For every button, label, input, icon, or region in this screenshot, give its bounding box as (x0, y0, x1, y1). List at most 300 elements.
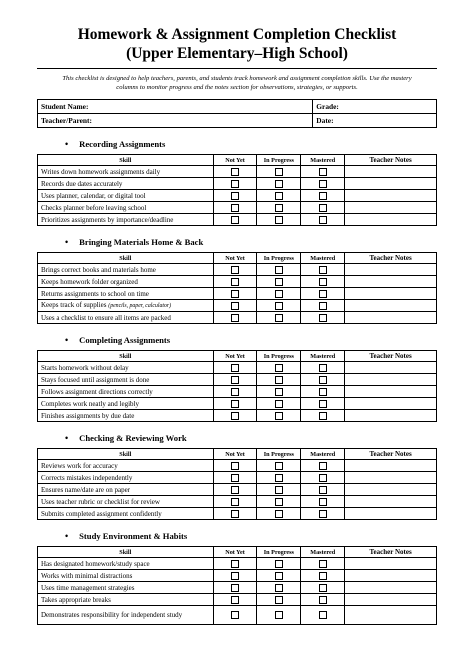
teacher-parent-field[interactable]: Teacher/Parent: (38, 114, 313, 128)
in-progress-cell (257, 484, 301, 496)
teacher-notes-cell[interactable] (345, 606, 437, 625)
teacher-notes-cell[interactable] (345, 264, 437, 276)
column-header-skill: Skill (38, 155, 214, 166)
mastered-checkbox[interactable] (319, 572, 327, 580)
column-header-skill: Skill (38, 547, 214, 558)
skill-row (38, 300, 437, 312)
checklist-table (37, 546, 437, 625)
mastered-cell (301, 362, 345, 374)
in-progress-checkbox[interactable] (275, 400, 283, 408)
mastered-cell (301, 190, 345, 202)
mastered-cell (301, 484, 345, 496)
bullet-icon: • (65, 530, 69, 541)
skill-row (38, 214, 437, 226)
not-yet-cell (213, 570, 257, 582)
not-yet-checkbox[interactable] (231, 611, 239, 619)
in-progress-checkbox[interactable] (275, 180, 283, 188)
mastered-cell (301, 312, 345, 324)
not-yet-checkbox[interactable] (231, 388, 239, 396)
skill-row (38, 386, 437, 398)
teacher-notes-cell[interactable] (345, 214, 437, 226)
in-progress-checkbox[interactable] (275, 611, 283, 619)
not-yet-cell (213, 300, 257, 312)
mastered-cell (301, 558, 345, 570)
in-progress-cell (257, 398, 301, 410)
skill-row (38, 582, 437, 594)
skill-row (38, 166, 437, 178)
in-progress-cell (257, 386, 301, 398)
mastered-checkbox[interactable] (319, 204, 327, 212)
mastered-cell (301, 472, 345, 484)
mastered-checkbox[interactable] (319, 596, 327, 604)
mastered-cell (301, 398, 345, 410)
skill-cell (38, 570, 214, 582)
skill-cell (38, 582, 214, 594)
not-yet-checkbox[interactable] (231, 302, 239, 310)
column-header-not-yet: Not Yet (213, 449, 257, 460)
column-header-skill: Skill (38, 253, 214, 264)
column-header-notes: Teacher Notes (345, 547, 437, 558)
column-header-notes: Teacher Notes (345, 449, 437, 460)
section-heading (65, 530, 437, 541)
teacher-notes-cell[interactable] (345, 398, 437, 410)
section-heading (65, 432, 437, 443)
not-yet-checkbox[interactable] (231, 560, 239, 568)
skill-cell (38, 288, 214, 300)
mastered-checkbox[interactable] (319, 611, 327, 619)
teacher-notes-cell[interactable] (345, 300, 437, 312)
mastered-cell (301, 166, 345, 178)
section-title: Completing Assignments (79, 334, 171, 345)
skill-row (38, 594, 437, 606)
info-table (37, 99, 437, 128)
mastered-checkbox[interactable] (319, 278, 327, 286)
in-progress-checkbox[interactable] (275, 498, 283, 506)
skill-cell (38, 276, 214, 288)
skill-row (38, 276, 437, 288)
skill-text: Has designated homework/study space (41, 559, 150, 568)
not-yet-checkbox[interactable] (231, 266, 239, 274)
column-header-in-progress: In Progress (257, 155, 301, 166)
skill-row (38, 484, 437, 496)
teacher-notes-cell[interactable] (345, 166, 437, 178)
mastered-checkbox[interactable] (319, 180, 327, 188)
mastered-cell (301, 582, 345, 594)
not-yet-checkbox[interactable] (231, 412, 239, 420)
column-header-notes: Teacher Notes (345, 253, 437, 264)
checklist-table (37, 448, 437, 520)
in-progress-cell (257, 594, 301, 606)
mastered-cell (301, 214, 345, 226)
teacher-notes-cell[interactable] (345, 558, 437, 570)
skill-text: Uses time management strategies (41, 583, 135, 592)
skill-text: Prioritizes assignments by importance/deadline (41, 215, 174, 224)
not-yet-cell (213, 202, 257, 214)
skill-cell (38, 398, 214, 410)
column-header-in-progress: In Progress (257, 547, 301, 558)
table-header-row (38, 547, 437, 558)
grade-field[interactable]: Grade: (313, 100, 437, 114)
in-progress-checkbox[interactable] (275, 204, 283, 212)
teacher-notes-cell[interactable] (345, 178, 437, 190)
teacher-notes-cell[interactable] (345, 594, 437, 606)
mastered-checkbox[interactable] (319, 168, 327, 176)
in-progress-checkbox[interactable] (275, 192, 283, 200)
not-yet-cell (213, 582, 257, 594)
section-heading (65, 236, 437, 247)
in-progress-cell (257, 606, 301, 625)
section-title: Recording Assignments (79, 138, 166, 149)
teacher-notes-cell[interactable] (345, 276, 437, 288)
teacher-notes-cell[interactable] (345, 496, 437, 508)
not-yet-checkbox[interactable] (231, 510, 239, 518)
title-line-1: Homework & Assignment Completion Checklist (77, 26, 397, 43)
skill-text: Uses teacher rubric or checklist for review (41, 497, 160, 506)
mastered-cell (301, 288, 345, 300)
mastered-checkbox[interactable] (319, 266, 327, 274)
skill-cell (38, 508, 214, 520)
column-header-mastered: Mastered (301, 253, 345, 264)
column-header-skill: Skill (38, 351, 214, 362)
not-yet-cell (213, 190, 257, 202)
not-yet-cell (213, 178, 257, 190)
mastered-checkbox[interactable] (319, 192, 327, 200)
not-yet-cell (213, 362, 257, 374)
mastered-checkbox[interactable] (319, 216, 327, 224)
mastered-checkbox[interactable] (319, 486, 327, 494)
skill-row (38, 190, 437, 202)
not-yet-cell (213, 558, 257, 570)
teacher-notes-cell[interactable] (345, 484, 437, 496)
not-yet-checkbox[interactable] (231, 474, 239, 482)
column-header-mastered: Mastered (301, 155, 345, 166)
not-yet-cell (213, 276, 257, 288)
in-progress-checkbox[interactable] (275, 376, 283, 384)
mastered-cell (301, 606, 345, 625)
skill-cell (38, 460, 214, 472)
mastered-checkbox[interactable] (319, 388, 327, 396)
skill-text: Brings correct books and materials home (41, 265, 156, 274)
teacher-notes-cell[interactable] (345, 570, 437, 582)
not-yet-checkbox[interactable] (231, 216, 239, 224)
not-yet-cell (213, 460, 257, 472)
not-yet-checkbox[interactable] (231, 278, 239, 286)
skill-text: Keeps homework folder organized (41, 277, 138, 286)
not-yet-cell (213, 508, 257, 520)
not-yet-checkbox[interactable] (231, 204, 239, 212)
column-header-in-progress: In Progress (257, 253, 301, 264)
teacher-notes-cell[interactable] (345, 582, 437, 594)
in-progress-cell (257, 460, 301, 472)
skill-row (38, 606, 437, 625)
not-yet-checkbox[interactable] (231, 314, 239, 322)
not-yet-checkbox[interactable] (231, 364, 239, 372)
column-header-not-yet: Not Yet (213, 351, 257, 362)
bullet-icon: • (65, 334, 69, 345)
mastered-checkbox[interactable] (319, 560, 327, 568)
skill-text: Returns assignments to school on time (41, 289, 149, 298)
not-yet-cell (213, 398, 257, 410)
in-progress-checkbox[interactable] (275, 302, 283, 310)
skill-row (38, 202, 437, 214)
mastered-cell (301, 386, 345, 398)
skill-row (38, 460, 437, 472)
in-progress-checkbox[interactable] (275, 266, 283, 274)
date-field[interactable]: Date: (313, 114, 437, 128)
not-yet-cell (213, 374, 257, 386)
in-progress-cell (257, 472, 301, 484)
in-progress-cell (257, 558, 301, 570)
skill-text: Follows assignment directions correctly (41, 387, 153, 396)
in-progress-cell (257, 374, 301, 386)
title-line-2: (Upper Elementary–High School) (126, 45, 348, 62)
in-progress-cell (257, 582, 301, 594)
mastered-cell (301, 410, 345, 422)
in-progress-cell (257, 362, 301, 374)
not-yet-checkbox[interactable] (231, 498, 239, 506)
in-progress-checkbox[interactable] (275, 462, 283, 470)
bullet-icon: • (65, 138, 69, 149)
mastered-cell (301, 508, 345, 520)
mastered-checkbox[interactable] (319, 584, 327, 592)
student-name-field[interactable]: Student Name: (38, 100, 313, 114)
skill-text: Starts homework without delay (41, 363, 129, 372)
table-header-row (38, 449, 437, 460)
skill-row (38, 570, 437, 582)
not-yet-checkbox[interactable] (231, 400, 239, 408)
in-progress-cell (257, 300, 301, 312)
column-header-in-progress: In Progress (257, 351, 301, 362)
in-progress-checkbox[interactable] (275, 596, 283, 604)
skill-text: Uses a checklist to ensure all items are packed (41, 313, 171, 322)
mastered-cell (301, 594, 345, 606)
checklist-table (37, 252, 437, 324)
skill-row (38, 472, 437, 484)
section-heading (65, 138, 437, 149)
mastered-checkbox[interactable] (319, 462, 327, 470)
in-progress-checkbox[interactable] (275, 278, 283, 286)
not-yet-checkbox[interactable] (231, 376, 239, 384)
skill-row (38, 508, 437, 520)
mastered-checkbox[interactable] (319, 510, 327, 518)
skill-cell (38, 606, 214, 625)
mastered-checkbox[interactable] (319, 412, 327, 420)
teacher-notes-cell[interactable] (345, 508, 437, 520)
mastered-cell (301, 202, 345, 214)
in-progress-checkbox[interactable] (275, 412, 283, 420)
skill-text: Takes appropriate breaks (41, 595, 111, 604)
mastered-checkbox[interactable] (319, 400, 327, 408)
in-progress-cell (257, 288, 301, 300)
in-progress-cell (257, 496, 301, 508)
skill-row (38, 410, 437, 422)
bullet-icon: • (65, 236, 69, 247)
mastered-cell (301, 178, 345, 190)
skill-text: Demonstrates responsibility for independent study (41, 611, 183, 619)
column-header-not-yet: Not Yet (213, 547, 257, 558)
in-progress-checkbox[interactable] (275, 486, 283, 494)
mastered-cell (301, 300, 345, 312)
skill-text: Stays focused until assignment is done (41, 375, 150, 384)
teacher-notes-cell[interactable] (345, 410, 437, 422)
not-yet-checkbox[interactable] (231, 584, 239, 592)
section-title: Study Environment & Habits (79, 530, 188, 541)
not-yet-checkbox[interactable] (231, 572, 239, 580)
section-title: Checking & Reviewing Work (79, 432, 187, 443)
skill-cell (38, 362, 214, 374)
teacher-notes-cell[interactable] (345, 312, 437, 324)
skill-text: Records due dates accurately (41, 179, 123, 188)
teacher-notes-cell[interactable] (345, 472, 437, 484)
skill-cell (38, 202, 214, 214)
skill-row (38, 312, 437, 324)
skill-text: Completes work neatly and legibly (41, 399, 139, 408)
in-progress-checkbox[interactable] (275, 584, 283, 592)
in-progress-cell (257, 264, 301, 276)
skill-cell (38, 312, 214, 324)
skill-cell (38, 386, 214, 398)
skill-text: Works with minimal distractions (41, 571, 133, 580)
in-progress-cell (257, 166, 301, 178)
not-yet-checkbox[interactable] (231, 486, 239, 494)
not-yet-checkbox[interactable] (231, 462, 239, 470)
not-yet-cell (213, 484, 257, 496)
not-yet-cell (213, 264, 257, 276)
in-progress-checkbox[interactable] (275, 168, 283, 176)
checklist-sections (37, 138, 437, 625)
not-yet-cell (213, 472, 257, 484)
in-progress-checkbox[interactable] (275, 474, 283, 482)
skill-cell (38, 484, 214, 496)
title-rule (37, 68, 437, 69)
mastered-checkbox[interactable] (319, 302, 327, 310)
mastered-checkbox[interactable] (319, 376, 327, 384)
skill-row (38, 264, 437, 276)
skill-row (38, 288, 437, 300)
in-progress-checkbox[interactable] (275, 290, 283, 298)
checklist-table (37, 154, 437, 226)
skill-cell (38, 496, 214, 508)
skill-text: Corrects mistakes independently (41, 473, 133, 482)
column-header-notes: Teacher Notes (345, 351, 437, 362)
skill-cell (38, 300, 214, 312)
in-progress-cell (257, 410, 301, 422)
skill-cell (38, 190, 214, 202)
skill-row (38, 398, 437, 410)
teacher-notes-cell[interactable] (345, 288, 437, 300)
table-header-row (38, 351, 437, 362)
section-heading (65, 334, 437, 345)
teacher-notes-cell[interactable] (345, 362, 437, 374)
teacher-notes-cell[interactable] (345, 374, 437, 386)
in-progress-cell (257, 178, 301, 190)
column-header-not-yet: Not Yet (213, 253, 257, 264)
in-progress-cell (257, 570, 301, 582)
skill-text: Keeps track of supplies (41, 301, 107, 309)
mastered-checkbox[interactable] (319, 290, 327, 298)
mastered-checkbox[interactable] (319, 474, 327, 482)
mastered-cell (301, 374, 345, 386)
skill-row (38, 496, 437, 508)
in-progress-checkbox[interactable] (275, 364, 283, 372)
in-progress-cell (257, 214, 301, 226)
column-header-mastered: Mastered (301, 351, 345, 362)
column-header-mastered: Mastered (301, 547, 345, 558)
section-title: Bringing Materials Home & Back (79, 236, 204, 247)
in-progress-checkbox[interactable] (275, 388, 283, 396)
skill-cell (38, 558, 214, 570)
in-progress-cell (257, 276, 301, 288)
mastered-checkbox[interactable] (319, 498, 327, 506)
mastered-cell (301, 460, 345, 472)
mastered-checkbox[interactable] (319, 314, 327, 322)
skill-cell (38, 214, 214, 226)
column-header-not-yet: Not Yet (213, 155, 257, 166)
skill-row (38, 362, 437, 374)
skill-cell (38, 374, 214, 386)
column-header-skill: Skill (38, 449, 214, 460)
not-yet-checkbox[interactable] (231, 192, 239, 200)
skill-text: Reviews work for accuracy (41, 461, 118, 470)
teacher-notes-cell[interactable] (345, 202, 437, 214)
in-progress-cell (257, 312, 301, 324)
skill-text: Ensures name/date are on paper (41, 485, 131, 494)
mastered-checkbox[interactable] (319, 364, 327, 372)
not-yet-checkbox[interactable] (231, 168, 239, 176)
mastered-cell (301, 570, 345, 582)
not-yet-cell (213, 386, 257, 398)
bullet-icon: • (65, 432, 69, 443)
not-yet-cell (213, 606, 257, 625)
skill-row (38, 374, 437, 386)
teacher-notes-cell[interactable] (345, 460, 437, 472)
skill-text: Uses planner, calendar, or digital tool (41, 191, 146, 200)
skill-note: (pencils, paper, calculator) (108, 303, 172, 309)
teacher-notes-cell[interactable] (345, 386, 437, 398)
in-progress-checkbox[interactable] (275, 216, 283, 224)
skill-row (38, 178, 437, 190)
table-header-row (38, 253, 437, 264)
column-header-mastered: Mastered (301, 449, 345, 460)
not-yet-checkbox[interactable] (231, 596, 239, 604)
in-progress-checkbox[interactable] (275, 510, 283, 518)
skill-cell (38, 410, 214, 422)
mastered-cell (301, 264, 345, 276)
in-progress-checkbox[interactable] (275, 560, 283, 568)
in-progress-checkbox[interactable] (275, 572, 283, 580)
not-yet-checkbox[interactable] (231, 180, 239, 188)
not-yet-checkbox[interactable] (231, 290, 239, 298)
skill-row (38, 558, 437, 570)
checklist-table (37, 350, 437, 422)
not-yet-cell (213, 214, 257, 226)
not-yet-cell (213, 312, 257, 324)
in-progress-cell (257, 508, 301, 520)
in-progress-cell (257, 190, 301, 202)
table-header-row (38, 155, 437, 166)
not-yet-cell (213, 594, 257, 606)
skill-text: Checks planner before leaving school (41, 203, 147, 212)
column-header-notes: Teacher Notes (345, 155, 437, 166)
skill-text: Submits completed assignment confidently (41, 509, 162, 518)
skill-text: Finishes assignments by due date (41, 411, 135, 420)
teacher-notes-cell[interactable] (345, 190, 437, 202)
in-progress-cell (257, 202, 301, 214)
not-yet-cell (213, 288, 257, 300)
page-title (37, 0, 437, 63)
not-yet-cell (213, 496, 257, 508)
in-progress-checkbox[interactable] (275, 314, 283, 322)
